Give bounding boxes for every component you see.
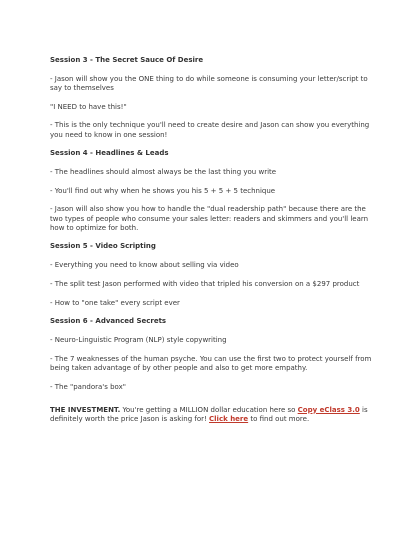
session-6-item-1: - Neuro-Linguistic Program (NLP) style copywriting <box>50 335 227 344</box>
document-body <box>50 56 378 434</box>
session-3-item-1: - Jason will show you the ONE thing to do while someone is consuming your letter/script to say to themselves <box>50 74 368 92</box>
session-4-item-1: - The headlines should almost always be the last thing you write <box>50 167 277 176</box>
session-4-heading: Session 4 - Headlines & Leads <box>50 149 169 158</box>
investment-label: THE INVESTMENT. <box>50 405 121 414</box>
session-5-item-2: - The split test Jason performed with video that tripled his conversion on a $297 product <box>50 279 360 288</box>
session-6-item-2: - The 7 weaknesses of the human psyche. You can use the first two to protect yourself from being taken advantage of by other people and also to get more empathy. <box>50 354 372 372</box>
session-6-item-3: - The "pandora's box" <box>50 382 126 391</box>
session-5-item-1: - Everything you need to know about selling via video <box>50 261 239 270</box>
investment-text-3: to find out more. <box>248 414 310 423</box>
investment-text-1: You're getting a MILLION dollar education here so <box>120 405 298 414</box>
session-4-item-3: - Jason will also show you how to handle the "dual readership path" because there are the two types of people who consume your sales letter: readers and skimmers and you'll learn how to optimize for both. <box>50 205 369 232</box>
session-6-heading: Session 6 - Advanced Secrets <box>50 317 167 326</box>
session-5-item-3: - How to "one take" every script ever <box>50 298 180 307</box>
investment-paragraph <box>50 406 378 424</box>
session-4-item-2: - You'll find out why when he shows you his 5 + 5 + 5 technique <box>50 186 276 195</box>
session-3-heading: Session 3 - The Secret Sauce Of Desire <box>50 56 204 64</box>
session-3-item-2: "I NEED to have this!" <box>50 102 127 111</box>
session-3-item-3: - This is the only technique you'll need to create desire and Jason can show you everything you need to know in one session! <box>50 121 370 139</box>
investment-text-2: is definitely worth the price Jason is asking for! <box>50 405 368 423</box>
copy-eclass-link[interactable]: Copy eClass 3.0 <box>297 405 360 414</box>
click-here-link[interactable]: Click here <box>209 414 249 423</box>
session-5-heading: Session 5 - Video Scripting <box>50 242 156 251</box>
